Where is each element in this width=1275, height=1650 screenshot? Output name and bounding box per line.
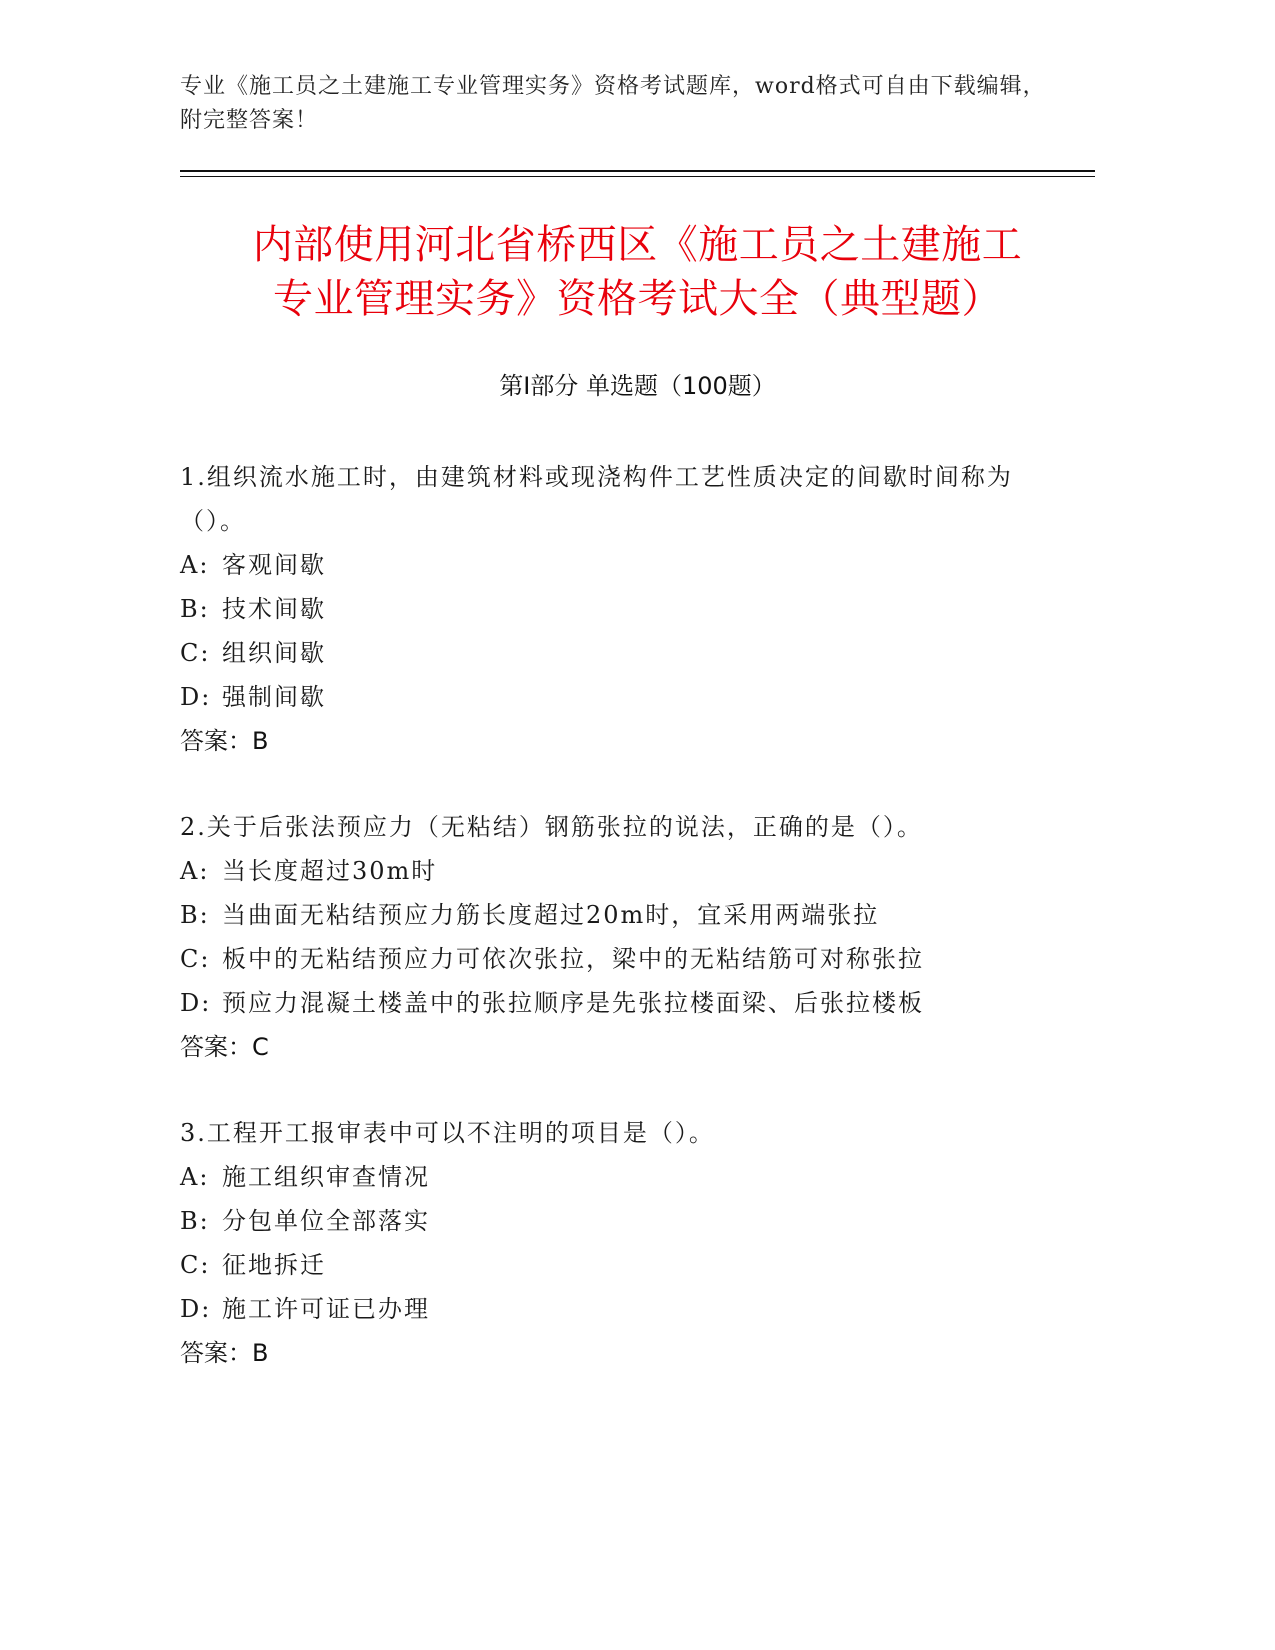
option-text: 施工组织审查情况	[222, 1163, 430, 1191]
question-stem: 3.工程开工报审表中可以不注明的项目是（）。	[180, 1119, 715, 1147]
option-letter: B:	[180, 901, 210, 929]
option-letter: B:	[180, 1207, 210, 1235]
option-text: 当长度超过30m时	[222, 857, 438, 885]
option-b	[180, 893, 1060, 937]
option-c	[180, 1243, 1060, 1287]
option-letter: A:	[180, 857, 210, 885]
option-letter: D:	[180, 989, 212, 1017]
document-title	[150, 218, 1125, 326]
option-text: 强制间歇	[222, 683, 326, 711]
option-text: 板中的无粘结预应力可依次张拉，梁中的无粘结筋可对称张拉	[222, 945, 924, 973]
option-b	[180, 587, 1060, 631]
question-3	[180, 1111, 1060, 1375]
header-note: 专业《施工员之土建施工专业管理实务》资格考试题库，word格式可自由下载编辑，附完整答案！	[180, 74, 1046, 133]
document-title-line-1: 内部使用河北省桥西区《施工员之土建施工	[252, 222, 1023, 268]
question-1	[180, 455, 1060, 763]
option-letter: C:	[180, 945, 211, 973]
question-2	[180, 805, 1060, 1069]
option-text: 施工许可证已办理	[222, 1295, 430, 1323]
option-c	[180, 937, 1060, 981]
option-d	[180, 675, 1060, 719]
option-c	[180, 631, 1060, 675]
option-text: 客观间歇	[222, 551, 326, 579]
option-text: 分包单位全部落实	[222, 1207, 430, 1235]
header-divider-thick	[180, 170, 1095, 172]
question-stem: 1.组织流水施工时，由建筑材料或现浇构件工艺性质决定的间歇时间称为（）。	[180, 463, 1013, 535]
option-letter: B:	[180, 595, 210, 623]
option-letter: C:	[180, 1251, 211, 1279]
answer-line: 答案：C	[180, 1033, 269, 1061]
option-letter: D:	[180, 683, 212, 711]
option-d	[180, 981, 1060, 1025]
answer-line: 答案：B	[180, 727, 269, 755]
question-list	[180, 455, 1060, 1417]
option-text: 技术间歇	[222, 595, 326, 623]
option-letter: C:	[180, 639, 211, 667]
option-letter: D:	[180, 1295, 212, 1323]
option-text: 组织间歇	[222, 639, 326, 667]
header-divider-thin	[180, 176, 1095, 177]
document-title-line-2: 专业管理实务》资格考试大全（典型题）	[273, 276, 1002, 322]
option-letter: A:	[180, 1163, 210, 1191]
option-a	[180, 1155, 1060, 1199]
section-title: 第Ⅰ部分 单选题（100题）	[499, 372, 776, 400]
option-a	[180, 543, 1060, 587]
question-stem: 2.关于后张法预应力（无粘结）钢筋张拉的说法，正确的是（）。	[180, 813, 923, 841]
option-letter: A:	[180, 551, 210, 579]
option-text: 征地拆迁	[222, 1251, 326, 1279]
option-d	[180, 1287, 1060, 1331]
answer-line: 答案：B	[180, 1339, 269, 1367]
option-a	[180, 849, 1060, 893]
option-b	[180, 1199, 1060, 1243]
option-text: 预应力混凝土楼盖中的张拉顺序是先张拉楼面梁、后张拉楼板	[222, 989, 924, 1017]
option-text: 当曲面无粘结预应力筋长度超过20m时，宜采用两端张拉	[222, 901, 880, 929]
